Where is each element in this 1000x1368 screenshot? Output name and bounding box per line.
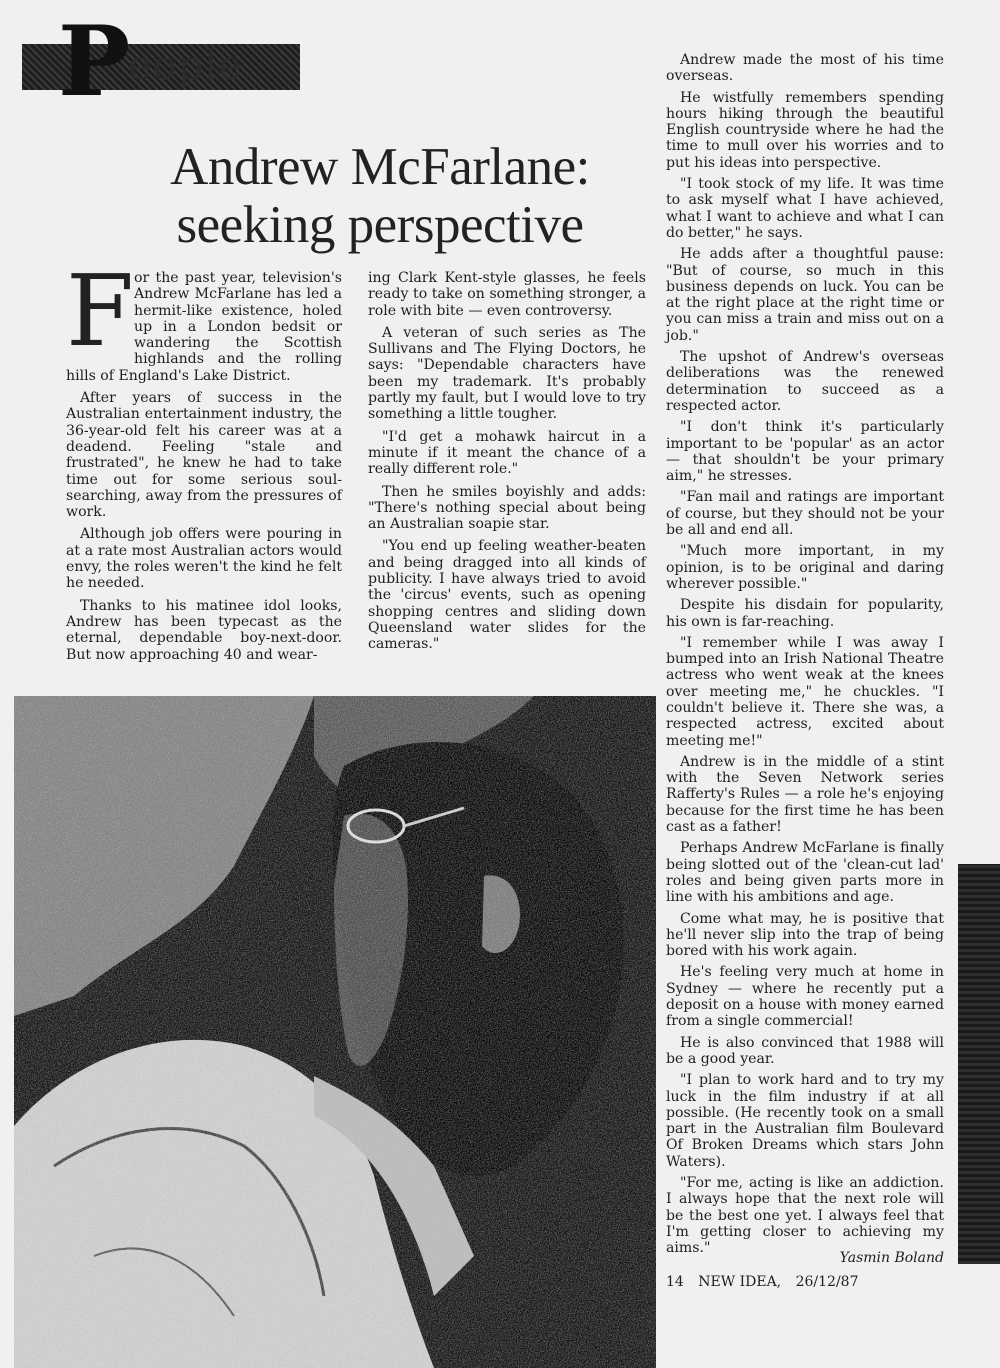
paragraph: "I took stock of my life. It was time to ask myself what I have achieved, what I want to achieve and what I can do better," he says. [666, 176, 944, 241]
paragraph: ing Clark Kent-style glasses, he feels ready to take on something stronger, a role with bite — even controversy. [368, 270, 646, 319]
paragraph: "I plan to work hard and to try my luck in the film industry if at all possible. (He recently took on a small part in the Australian film Boulevard Of Broken Dreams which stars John Waters). [666, 1072, 944, 1170]
byline: Yasmin Boland [839, 1250, 944, 1266]
article-headline [110, 138, 650, 254]
page-number: 14 [666, 1274, 684, 1290]
paragraph: He's feeling very much at home in Sydney — where he recently put a deposit on a house with money earned from a single commercial! [666, 964, 944, 1030]
paragraph: "I don't think it's particularly important to be 'popular' as an actor — that shouldn't be your primary aim," he stresses. [666, 419, 944, 485]
paragraph [66, 255, 342, 384]
paragraph: Although job offers were pouring in at a rate most Australian actors would envy, the roles weren't the kind he felt he needed. [66, 526, 342, 592]
paragraph: Thanks to his matinee idol looks, Andrew has been typecast as the eternal, dependable boy-next-door. But now approaching 40 and wear- [66, 597, 342, 663]
paragraph: After years of success in the Australian entertainment industry, the 36-year-old felt his career was at a deadend. Feeling "stale and frustrated", he knew he had to take time out for some serious soul-searching, away from the pressures of work. [66, 390, 342, 521]
paragraph: He is also convinced that 1988 will be a good year. [666, 1034, 944, 1067]
paragraph: He wistfully remembers spending hours hiking through the beautiful English countryside where he had the time to mull over his worries and to put his ideas into perspective. [666, 89, 944, 171]
article-column-1 [66, 255, 342, 669]
headline-line-2: seeking perspective [176, 196, 584, 254]
paragraph: "You end up feeling weather-beaten and being dragged into all kinds of publicity. I have always tried to avoid the 'circus' events, such as opening shopping centres and sliding down Queensland water slides for the cameras." [368, 538, 646, 653]
paragraph: Perhaps Andrew McFarlane is finally being slotted out of the 'clean-cut lad' roles and being given parts more in line with his ambitions and age. [666, 840, 944, 906]
paragraph: Despite his disdain for popularity, his own is far-reaching. [666, 597, 944, 630]
paragraph: He adds after a thoughtful pause: "But of course, so much in this business depends on luck. You can be at the right place at the right time or you can miss a train and miss out on a job." [666, 246, 944, 344]
paragraph: A veteran of such series as The Sullivans and The Flying Doctors, he says: "Dependable characters have been my trademark. It's probably partly my fault, but I would love to try something a little tougher. [368, 324, 646, 423]
paragraph: "I remember while I was away I bumped into an Irish National Theatre actress who went weak at the knees over meeting me," he chuckles. "I couldn't believe it. There she was, a respected actress, excited about meeting me!" [666, 634, 944, 749]
portrait-photo [14, 696, 656, 1368]
section-banner-text: eople [128, 46, 243, 86]
paragraph: Andrew is in the middle of a stint with the Seven Network series Rafferty's Rules — a role he's enjoying because for the first time he has been cast as a father! [666, 753, 944, 836]
paragraph: "Fan mail and ratings are important of course, but they should not be your be all and end all. [666, 489, 944, 539]
paragraph-text: or the past year, television's Andrew McFarlane has led a hermit-like existence, holed up in a London bedsit or wandering the Scottish highlands and the rolling hills of England's Lake District. [66, 270, 342, 384]
headline-line-1: Andrew McFarlane: [170, 138, 590, 196]
article-column-2 [368, 270, 646, 659]
section-banner-letter: P [58, 5, 131, 118]
paragraph: "For me, acting is like an addiction. I always hope that the next role will be the best one yet. I always feel that I'm getting closer to achieving my aims." [666, 1175, 944, 1257]
paragraph: "I'd get a mohawk haircut in a minute if it meant the chance of a really different role." [368, 428, 646, 478]
paragraph: Come what may, he is positive that he'll never slip into the trap of being bored with his work again. [666, 910, 944, 960]
paragraph: Andrew made the most of his time overseas. [666, 52, 944, 85]
photo-halftone [14, 696, 656, 1368]
page-edge-tab [958, 864, 1000, 1264]
drop-cap: F [66, 255, 134, 369]
paragraph: The upshot of Andrew's overseas deliberations was the renewed determination to succeed as a respected actor. [666, 349, 944, 414]
paragraph: Then he smiles boyishly and adds: "There's nothing special about being an Australian soapie star. [368, 483, 646, 533]
paragraph: "Much more important, in my opinion, is to be original and daring wherever possible." [666, 543, 944, 592]
page-footer [666, 1274, 868, 1290]
issue-date: 26/12/87 [795, 1274, 859, 1290]
publication-name: NEW IDEA, [698, 1274, 782, 1290]
article-column-3 [666, 52, 944, 1261]
